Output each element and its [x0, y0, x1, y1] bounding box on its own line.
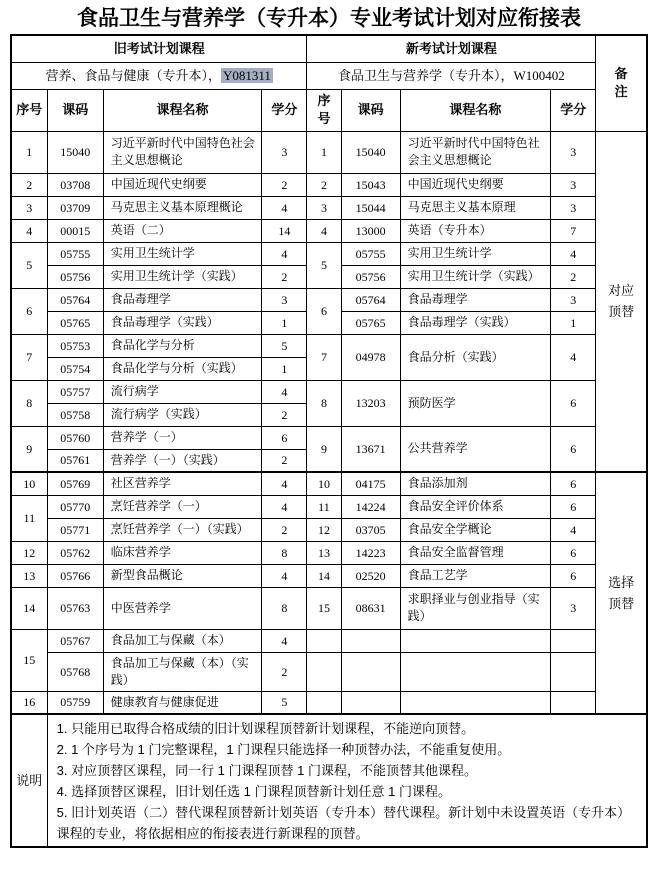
- cell-code: 04978: [341, 334, 400, 380]
- cell-seq: 6: [11, 288, 47, 334]
- cell-code: 03708: [47, 173, 103, 196]
- cell-name: 食品毒理学（实践）: [400, 311, 550, 334]
- cell-name: 食品毒理学（实践）: [103, 311, 261, 334]
- cell-name: 预防医学: [400, 380, 550, 426]
- cell-seq: 15: [11, 629, 47, 691]
- cell-credit: [551, 691, 596, 714]
- old-major-cell: [11, 62, 307, 89]
- notes-label: 说明: [11, 714, 47, 847]
- cell-code: 05764: [341, 288, 400, 311]
- course-row: [11, 495, 647, 518]
- cell-name: 英语（专升本）: [400, 219, 550, 242]
- cell-code: 05753: [47, 334, 103, 357]
- cell-name: 食品工艺学: [400, 564, 550, 587]
- cell-seq: 10: [11, 472, 47, 495]
- remark-header: 备注: [596, 35, 647, 131]
- course-row: [11, 518, 647, 541]
- cell-seq: 14: [307, 564, 341, 587]
- cell-code: 15040: [47, 131, 103, 173]
- course-row: [11, 380, 647, 403]
- cell-name: 中医营养学: [103, 587, 261, 629]
- cell-seq: 2: [307, 173, 341, 196]
- cell-seq: 2: [11, 173, 47, 196]
- cell-seq: [307, 652, 341, 691]
- cell-code: 05765: [47, 311, 103, 334]
- cell-credit: 6: [551, 541, 596, 564]
- cell-name: 习近平新时代中国特色社会主义思想概论: [103, 131, 261, 173]
- cell-name: 习近平新时代中国特色社会主义思想概论: [400, 131, 550, 173]
- cell-name: [400, 652, 550, 691]
- cell-name: 社区营养学: [103, 472, 261, 495]
- cell-name: 食品添加剂: [400, 472, 550, 495]
- cell-seq: 4: [307, 219, 341, 242]
- cell-seq: 12: [307, 518, 341, 541]
- cell-seq: 7: [11, 334, 47, 380]
- cell-name: 食品化学与分析（实践）: [103, 357, 261, 380]
- cell-code: 05762: [47, 541, 103, 564]
- cell-name: 求职择业与创业指导（实践）: [400, 587, 550, 629]
- cell-credit: [551, 629, 596, 652]
- cell-name: 马克思主义基本原理: [400, 196, 550, 219]
- cell-seq: 14: [11, 587, 47, 629]
- cell-seq: 15: [307, 587, 341, 629]
- cell-code: 05759: [47, 691, 103, 714]
- cell-seq: 11: [307, 495, 341, 518]
- col-header-seq-old: 序号: [11, 89, 47, 131]
- cell-name: 食品安全学概论: [400, 518, 550, 541]
- col-header-credit-old: 学分: [262, 89, 307, 131]
- cell-credit: 6: [262, 426, 307, 449]
- cell-credit: 4: [262, 472, 307, 495]
- cell-name: 健康教育与健康促进: [103, 691, 261, 714]
- cell-name: 烹饪营养学（一）（实践）: [103, 518, 261, 541]
- cell-name: 马克思主义基本原理概论: [103, 196, 261, 219]
- note-item: 3. 对应顶替区课程，同一行 1 门课程顶替 1 门课程，不能顶替其他课程。: [56, 763, 477, 778]
- cell-code: 05770: [47, 495, 103, 518]
- cell-code: 05755: [341, 242, 400, 265]
- cell-seq: 10: [307, 472, 341, 495]
- cell-seq: 12: [11, 541, 47, 564]
- cell-seq: 8: [11, 380, 47, 426]
- cell-name: 食品安全监督管理: [400, 541, 550, 564]
- old-major-code-highlighted: Y081311: [223, 67, 271, 83]
- cell-seq: 5: [11, 242, 47, 288]
- cell-seq: 9: [307, 426, 341, 472]
- old-major-name: 营养、食品与健康（专升本），: [45, 67, 221, 83]
- cell-code: 05756: [47, 265, 103, 288]
- cell-seq: 13: [307, 541, 341, 564]
- cell-name: 食品加工与保藏（本）: [103, 629, 261, 652]
- cell-name: 食品化学与分析: [103, 334, 261, 357]
- course-row: [11, 541, 647, 564]
- col-header-seq-new: 序号: [307, 89, 341, 131]
- cell-code: 05756: [341, 265, 400, 288]
- new-major-cell: 食品卫生与营养学（专升本），W100402: [307, 62, 596, 89]
- cell-seq: 6: [307, 288, 341, 334]
- notes-content: [47, 714, 647, 847]
- cell-credit: 2: [262, 449, 307, 472]
- cell-credit: 4: [551, 242, 596, 265]
- cell-code: 05760: [47, 426, 103, 449]
- cell-seq: 3: [307, 196, 341, 219]
- cell-credit: 5: [262, 691, 307, 714]
- cell-credit: 2: [262, 173, 307, 196]
- course-row: [11, 242, 647, 265]
- cell-credit: 3: [551, 131, 596, 173]
- notes-row: [11, 714, 647, 847]
- cell-credit: 1: [262, 357, 307, 380]
- cell-seq: [307, 691, 341, 714]
- cell-credit: 7: [551, 219, 596, 242]
- cell-credit: 1: [262, 311, 307, 334]
- col-header-credit-new: 学分: [551, 89, 596, 131]
- cell-credit: 4: [551, 334, 596, 380]
- cell-code: 05771: [47, 518, 103, 541]
- note-item: 4. 选择顶替区课程，旧计划任选 1 门课程顶替新计划任意 1 门课程。: [56, 784, 451, 799]
- cell-code: 15043: [341, 173, 400, 196]
- note-item: 5. 旧计划英语（二）替代课程顶替新计划英语（专升本）替代课程。新计划中未设置英语（专升本）课程的专业，将依据相应的衔接表进行新课程的顶替。: [56, 805, 631, 841]
- cell-remark: [596, 472, 647, 714]
- cell-credit: 4: [262, 629, 307, 652]
- course-row: [11, 173, 647, 196]
- cell-credit: 2: [262, 265, 307, 288]
- cell-name: 实用卫生统计学（实践）: [400, 265, 550, 288]
- cell-credit: [551, 652, 596, 691]
- cell-name: 流行病学（实践）: [103, 403, 261, 426]
- cell-seq: 7: [307, 334, 341, 380]
- new-plan-header: 新考试计划课程: [307, 35, 596, 62]
- cell-credit: 6: [551, 564, 596, 587]
- cell-code: 05757: [47, 380, 103, 403]
- cell-credit: 3: [551, 173, 596, 196]
- cell-name: 营养学（一）: [103, 426, 261, 449]
- page-title: 食品卫生与营养学（专升本）专业考试计划对应衔接表: [77, 6, 581, 30]
- cell-credit: 4: [262, 196, 307, 219]
- cell-code: 05761: [47, 449, 103, 472]
- cell-seq: 1: [11, 131, 47, 173]
- cell-credit: 4: [551, 518, 596, 541]
- remark-zone-label: 选择顶替: [608, 575, 635, 611]
- cell-credit: 8: [262, 587, 307, 629]
- cell-seq: 8: [307, 380, 341, 426]
- old-plan-header: 旧考试计划课程: [11, 35, 307, 62]
- cell-code: 05763: [47, 587, 103, 629]
- remark-zone-label: 对应顶替: [608, 283, 635, 320]
- note-item: 2. 1 个序号为 1 门完整课程，1 门课程只能选择一种顶替办法，不能重复使用。: [56, 742, 511, 757]
- cell-name: 食品毒理学: [103, 288, 261, 311]
- cell-credit: 3: [551, 587, 596, 629]
- cell-name: [400, 629, 550, 652]
- cell-credit: 5: [262, 334, 307, 357]
- cell-name: 营养学（一）（实践）: [103, 449, 261, 472]
- cell-credit: 4: [262, 380, 307, 403]
- cell-name: 实用卫生统计学（实践）: [103, 265, 261, 288]
- cell-name: 烹饪营养学（一）: [103, 495, 261, 518]
- cell-code: 05754: [47, 357, 103, 380]
- cell-seq: 9: [11, 426, 47, 472]
- cell-name: 新型食品概论: [103, 564, 261, 587]
- cell-name: 食品加工与保藏（本）（实践）: [103, 652, 261, 691]
- cell-credit: 4: [262, 495, 307, 518]
- cell-code: 08631: [341, 587, 400, 629]
- cell-code: 05765: [341, 311, 400, 334]
- cell-credit: 6: [551, 426, 596, 472]
- cell-code: 15040: [341, 131, 400, 173]
- cell-code: 05758: [47, 403, 103, 426]
- cell-credit: 2: [551, 265, 596, 288]
- cell-name: 食品毒理学: [400, 288, 550, 311]
- cell-credit: 2: [262, 518, 307, 541]
- cell-code: 05766: [47, 564, 103, 587]
- note-item: 1. 只能用已取得合格成绩的旧计划课程顶替新计划课程，不能逆向顶替。: [56, 721, 475, 736]
- cell-seq: 1: [307, 131, 341, 173]
- course-row: [11, 288, 647, 311]
- col-header-code-old: 课码: [47, 89, 103, 131]
- cell-code: 05764: [47, 288, 103, 311]
- cell-name: [400, 691, 550, 714]
- cell-seq: 3: [11, 196, 47, 219]
- cell-credit: 3: [551, 196, 596, 219]
- cell-code: 05769: [47, 472, 103, 495]
- cell-credit: 1: [551, 311, 596, 334]
- course-row: [11, 196, 647, 219]
- cell-credit: 3: [262, 288, 307, 311]
- cell-seq: [307, 629, 341, 652]
- cell-name: 实用卫生统计学: [103, 242, 261, 265]
- cell-name: 流行病学: [103, 380, 261, 403]
- cell-code: 13000: [341, 219, 400, 242]
- cell-credit: 14: [262, 219, 307, 242]
- cell-name: 中国近现代史纲要: [103, 173, 261, 196]
- cell-name: 临床营养学: [103, 541, 261, 564]
- cell-code: 00015: [47, 219, 103, 242]
- cell-remark: [596, 131, 647, 472]
- cell-code: 14223: [341, 541, 400, 564]
- cell-code: [341, 629, 400, 652]
- cell-credit: 6: [551, 472, 596, 495]
- cell-seq: 13: [11, 564, 47, 587]
- cell-code: [341, 652, 400, 691]
- cell-name: 中国近现代史纲要: [400, 173, 550, 196]
- cell-code: 05767: [47, 629, 103, 652]
- course-row: [11, 564, 647, 587]
- cell-code: 02520: [341, 564, 400, 587]
- cell-code: 03705: [341, 518, 400, 541]
- cell-name: 公共营养学: [400, 426, 550, 472]
- cell-code: 15044: [341, 196, 400, 219]
- cell-credit: 3: [551, 288, 596, 311]
- cell-seq: 4: [11, 219, 47, 242]
- cell-credit: 6: [551, 380, 596, 426]
- cell-code: 13671: [341, 426, 400, 472]
- course-row: [11, 426, 647, 449]
- cell-credit: 3: [262, 131, 307, 173]
- cell-credit: 4: [262, 564, 307, 587]
- cell-credit: 6: [551, 495, 596, 518]
- cell-credit: 8: [262, 541, 307, 564]
- cell-credit: 2: [262, 652, 307, 691]
- col-header-name-old: 课程名称: [103, 89, 261, 131]
- cell-name: 食品分析（实践）: [400, 334, 550, 380]
- course-row: [11, 131, 647, 173]
- course-row: [11, 219, 647, 242]
- cell-name: 英语（二）: [103, 219, 261, 242]
- cell-code: 03709: [47, 196, 103, 219]
- cell-code: 13203: [341, 380, 400, 426]
- cell-name: 食品安全评价体系: [400, 495, 550, 518]
- cell-credit: 4: [262, 242, 307, 265]
- cell-code: 14224: [341, 495, 400, 518]
- cell-credit: 2: [262, 403, 307, 426]
- course-row: [11, 691, 647, 714]
- course-row: [11, 472, 647, 495]
- cell-code: 04175: [341, 472, 400, 495]
- cell-name: 实用卫生统计学: [400, 242, 550, 265]
- cell-code: [341, 691, 400, 714]
- cell-code: 05768: [47, 652, 103, 691]
- cell-code: 05755: [47, 242, 103, 265]
- exam-plan-table: [10, 34, 648, 848]
- course-row: [11, 334, 647, 357]
- col-header-name-new: 课程名称: [400, 89, 550, 131]
- col-header-code-new: 课码: [341, 89, 400, 131]
- course-row: [11, 629, 647, 652]
- course-row: [11, 652, 647, 691]
- cell-seq: 5: [307, 242, 341, 288]
- cell-seq: 16: [11, 691, 47, 714]
- course-row: [11, 587, 647, 629]
- cell-seq: 11: [11, 495, 47, 541]
